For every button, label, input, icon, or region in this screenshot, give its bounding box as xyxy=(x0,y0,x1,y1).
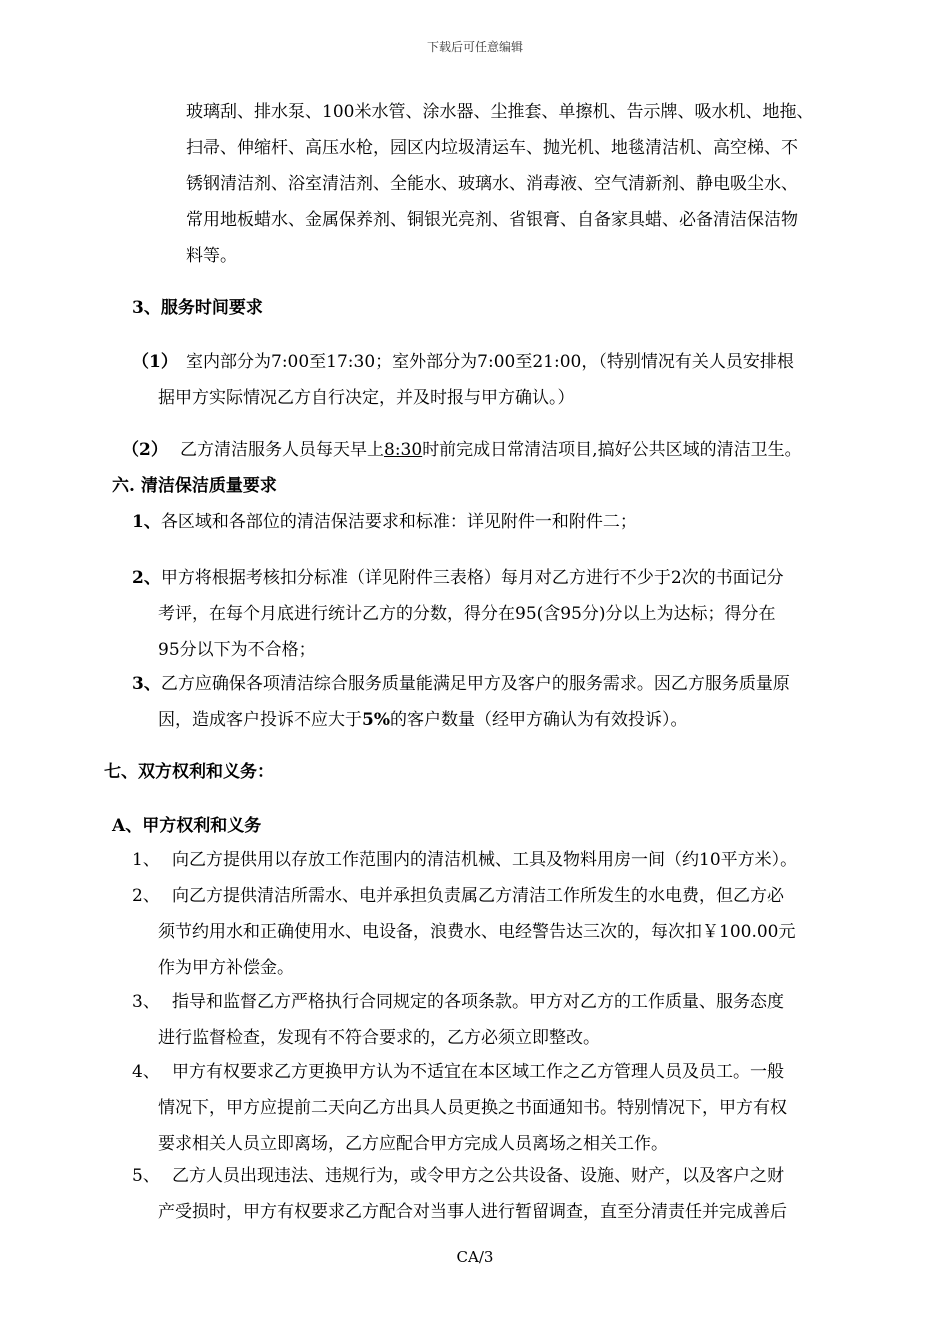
party-a-item-5-line: 乙方人员出现违法、违规行为，或令甲方之公共设备、设施、财产，以及客户之财 xyxy=(172,1166,784,1186)
party-a-item-2-line: 须节约用水和正确使用水、电设备，浪费水、电经警告达三次的，每次扣￥100.00元 xyxy=(158,922,796,942)
quality-item-2-number: 2、 xyxy=(132,568,161,588)
party-a-item-1-number: 1、 xyxy=(132,850,160,870)
time-item-1 xyxy=(132,344,794,416)
materials-line: 扫帚、伸缩杆、高压水枪，园区内垃圾清运车、抛光机、地毯清洁机、高空梯、不 xyxy=(186,138,798,158)
party-a-item-1-line: 向乙方提供用以存放工作范围内的清洁机械、工具及物料用房一间（约10平方米）。 xyxy=(172,850,798,870)
party-a-item-3-line: 进行监督检查，发现有不符合要求的，乙方必须立即整改。 xyxy=(158,1028,600,1048)
party-a-item-2-number: 2、 xyxy=(132,886,160,906)
party-a-item-2 xyxy=(132,878,795,986)
quality-item-1 xyxy=(132,504,637,540)
time-item-1-line: 据甲方实际情况乙方自行决定，并及时报与甲方确认。） xyxy=(158,388,575,408)
party-a-item-4-number: 4、 xyxy=(132,1062,160,1082)
page-header: 下载后可任意编辑 xyxy=(426,40,523,54)
quality-item-1-line: 各区域和各部位的清洁保洁要求和标准：详见附件一和附件二； xyxy=(160,512,637,532)
time-item-1-line: 室内部分为7:00至17:30；室外部分为7:00至21:00，（特别情况有关人员安排根 xyxy=(186,352,794,372)
party-a-item-2-line: 向乙方提供清洁所需水、电并承担负责属乙方清洁工作所发生的水电费，但乙方必 xyxy=(172,886,784,906)
party-a-item-5-number: 5、 xyxy=(132,1166,160,1186)
section-7-title: 七、双方权利和义务： xyxy=(104,762,274,782)
time-item-1-number: （1） xyxy=(132,352,178,372)
quality-item-3-number: 3、 xyxy=(132,674,161,694)
materials-line: 料等。 xyxy=(186,246,237,266)
quality-item-3-line: 乙方应确保各项清洁综合服务质量能满足甲方及客户的服务需求。因乙方服务质量原 xyxy=(160,674,790,694)
quality-item-2-line: 考评，在每个月底进行统计乙方的分数，得分在95(含95分)分以上为达标；得分在 xyxy=(158,604,776,624)
section-3-title: 3、服务时间要求 xyxy=(132,298,263,318)
materials-line: 锈钢清洁剂、浴室清洁剂、全能水、玻璃水、消毒液、空气清新剂、静电吸尘水、 xyxy=(186,174,798,194)
quality-item-3-text: 因，造成客户投诉不应大于 xyxy=(158,710,362,730)
quality-item-2-line: 95分以下为不合格； xyxy=(158,640,316,660)
party-a-item-1 xyxy=(132,842,797,878)
section-6-title: 六. 清洁保洁质量要求 xyxy=(112,476,277,496)
party-a-item-3-number: 3、 xyxy=(132,992,160,1012)
party-a-item-4-line: 甲方有权要求乙方更换甲方认为不适宜在本区域工作之乙方管理人员及员工。一般 xyxy=(172,1062,784,1082)
materials-list xyxy=(186,94,813,274)
time-item-2-text: 时前完成日常清洁项目,搞好公共区域的清洁卫生。 xyxy=(422,440,802,460)
materials-line: 玻璃刮、排水泵、100米水管、涂水器、尘推套、单擦机、告示牌、吸水机、地拖、 xyxy=(186,102,814,122)
quality-item-2 xyxy=(132,560,784,668)
quality-item-2-line: 甲方将根据考核扣分标准（详见附件三表格）每月对乙方进行不少于2次的书面记分 xyxy=(160,568,784,588)
party-a-item-4-line: 情况下，甲方应提前二天向乙方出具人员更换之书面通知书。特别情况下，甲方有权 xyxy=(158,1098,787,1118)
time-item-2-time: 8:30 xyxy=(384,440,423,460)
time-item-2-text: 乙方清洁服务人员每天早上 xyxy=(180,440,384,460)
section-a-title: A、甲方权利和义务 xyxy=(112,816,262,836)
party-a-item-5 xyxy=(132,1158,787,1230)
materials-line: 常用地板蜡水、金属保养剂、铜银光亮剂、省银膏、自备家具蜡、必备清洁保洁物 xyxy=(186,210,798,230)
time-item-2 xyxy=(122,432,802,468)
party-a-item-4 xyxy=(132,1054,787,1162)
party-a-item-3-line: 指导和监督乙方严格执行合同规定的各项条款。甲方对乙方的工作质量、服务态度 xyxy=(172,992,784,1012)
quality-item-1-number: 1、 xyxy=(132,512,161,532)
page-footer: CA/3 xyxy=(456,1248,494,1266)
quality-item-3-percent: 5% xyxy=(362,710,390,730)
party-a-item-2-line: 作为甲方补偿金。 xyxy=(158,958,294,978)
quality-item-3 xyxy=(132,666,790,738)
quality-item-3-text: 的客户数量（经甲方确认为有效投诉）。 xyxy=(389,710,688,730)
party-a-item-3 xyxy=(132,984,784,1056)
party-a-item-4-line: 要求相关人员立即离场，乙方应配合甲方完成人员离场之相关工作。 xyxy=(158,1134,668,1154)
party-a-item-5-line: 产受损时，甲方有权要求乙方配合对当事人进行暂留调查，直至分清责任并完成善后 xyxy=(158,1202,787,1222)
time-item-2-number: （2） xyxy=(122,440,168,460)
